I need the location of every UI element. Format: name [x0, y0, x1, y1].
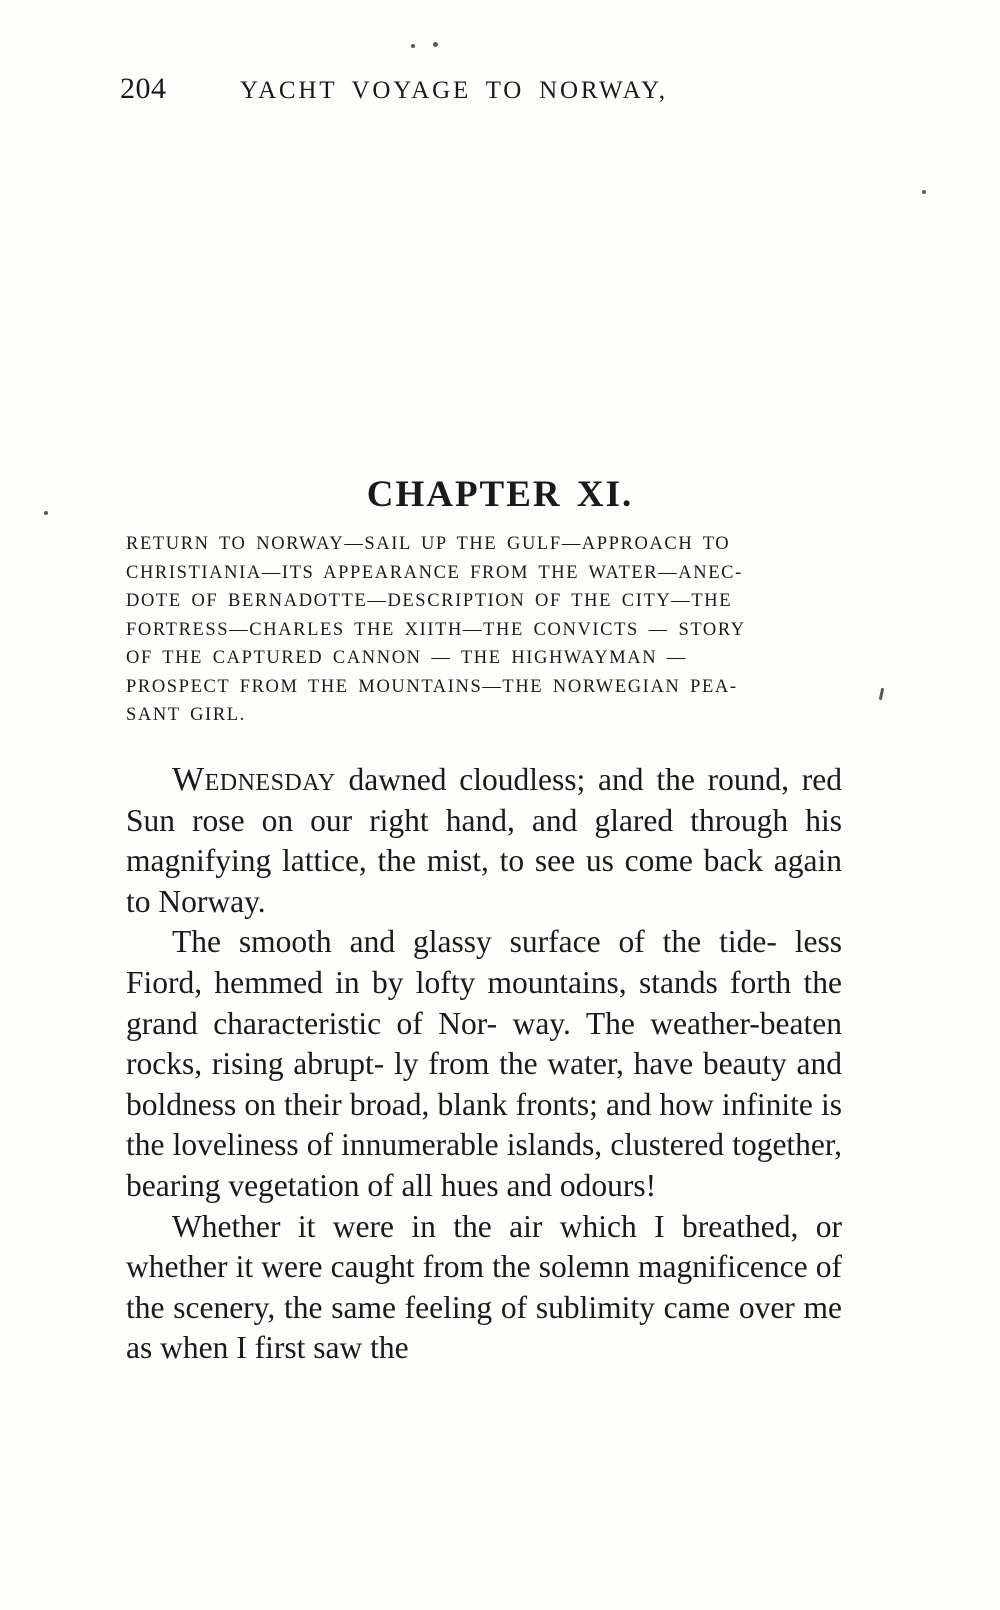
text-line: The smooth and glassy surface of the tide- — [172, 924, 777, 960]
argument-line: PROSPECT FROM THE MOUNTAINS—THE NORWEGIAN PEA- — [126, 676, 738, 697]
opening-words: Wednesday — [172, 761, 336, 798]
text-line: together, bearing vegetation of all hues and — [126, 1127, 843, 1203]
chapter-argument — [126, 530, 841, 730]
scan-speck — [879, 688, 884, 700]
text-line: Whether it were in the air which I breathed, — [172, 1208, 799, 1244]
argument-line: RETURN TO NORWAY—SAIL UP THE GULF—APPROACH TO — [126, 534, 731, 554]
argument-line: SANT GIRL. — [126, 705, 246, 725]
argument-line: FORTRESS—CHARLES THE XIITH—THE CONVICTS — STORY — [126, 619, 746, 640]
argument-line: CHRISTIANIA—ITS APPEARANCE FROM THE WATER—ANEC- — [126, 562, 743, 583]
chapter-title: CHAPTER XI. — [366, 473, 634, 515]
text-line: the loveliness of innumerable islands, clustered — [126, 1127, 725, 1163]
text-line: stands forth the grand characteristic of Nor- — [126, 964, 843, 1041]
running-head — [120, 72, 880, 106]
text-line: or whether it were caught from the solemn — [126, 1208, 842, 1285]
text-line: less Fiord, hemmed in by lofty mountains, — [126, 924, 842, 1000]
text-line: glared through his magnifying lattice, the mist, — [126, 802, 842, 879]
running-head-title: YACHT VOYAGE TO NORWAY, — [240, 77, 668, 104]
text-line: magnificence of the scenery, the same feeling of — [126, 1249, 843, 1325]
text-line: sublimity came over me as when I first saw the — [126, 1289, 843, 1366]
text-line: to see us come back again to Norway. — [126, 843, 842, 919]
text-line: round, red Sun rose on our right hand, and — [126, 762, 842, 838]
scan-speck — [433, 42, 438, 47]
text-line: way. The weather-beaten rocks, rising abrupt- — [126, 1005, 843, 1082]
scan-speck — [411, 44, 415, 48]
paragraph — [126, 760, 842, 922]
text-line: odours! — [559, 1167, 657, 1203]
text-line: dawned cloudless; and the — [335, 762, 695, 797]
scan-speck — [922, 190, 926, 194]
paragraph — [126, 922, 842, 1206]
text-line: their broad, blank fronts; and how infinite is — [283, 1086, 842, 1122]
argument-line: OF THE CAPTURED CANNON — THE HIGHWAYMAN — — [126, 648, 688, 668]
argument-line: DOTE OF BERNADOTTE—DESCRIPTION OF THE CITY—THE — [126, 591, 733, 611]
page-number: 204 — [120, 72, 167, 105]
text-line: ly from the water, have beauty and boldness on — [126, 1046, 842, 1122]
body-text — [126, 760, 842, 1369]
paragraph — [126, 1207, 842, 1369]
